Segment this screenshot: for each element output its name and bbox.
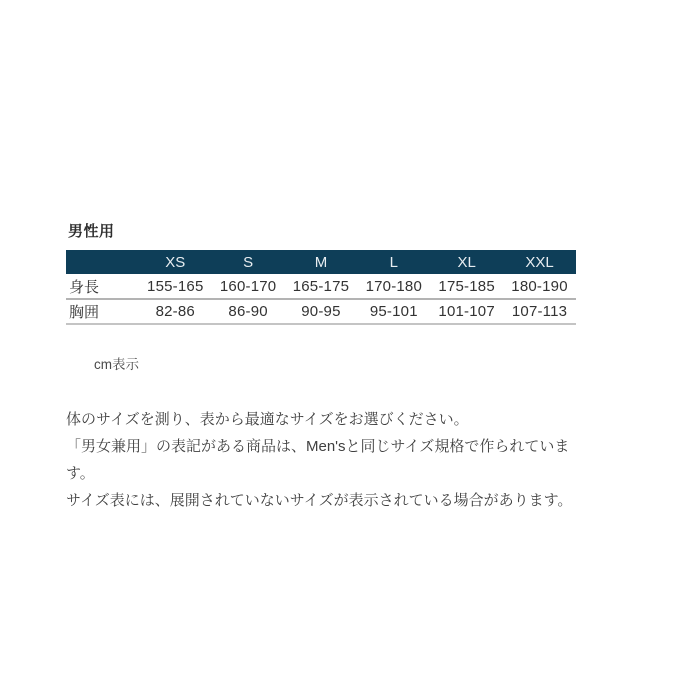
size-table-header [66,250,576,274]
size-notes [66,406,576,514]
column-header-l: L [357,250,430,274]
size-cell: 170-180 [365,277,423,295]
note-line-1: 体のサイズを測り、表から最適なサイズをお選びください。 [66,411,469,428]
table-row-height [66,274,576,299]
column-header-xxl: XXL [503,250,576,274]
size-cell: 175-185 [438,277,495,295]
section-title: 男性用 [68,223,115,240]
note-line-3: サイズ表には、展開されていないサイズが表示されている場合があります。 [66,492,573,509]
row-label-height: 身長 [69,278,100,296]
size-cell: 165-175 [292,277,350,295]
size-chart-section [66,220,576,514]
size-table-corner-cell [66,250,139,274]
size-cell: 95-101 [369,303,418,320]
size-cell: 86-90 [228,303,268,320]
size-cell: 180-190 [511,277,568,295]
size-cell: 107-113 [511,303,568,320]
column-header-m: M [285,250,358,274]
mens-size-table [66,250,576,325]
size-cell: 155-165 [147,277,204,295]
table-row-chest [66,299,576,324]
size-cell: 160-170 [219,277,277,295]
row-label-chest: 胸囲 [69,304,100,321]
size-cell: 90-95 [301,303,341,320]
size-cell: 82-86 [155,303,195,320]
column-header-xl: XL [430,250,503,274]
column-header-s: S [212,250,285,274]
size-cell: 101-107 [438,303,495,320]
unit-note: cm表示 [94,357,139,372]
column-header-xs: XS [139,250,212,274]
note-line-2: 「男女兼用」の表記がある商品は、Men'sと同じサイズ規格で作られています。 [66,438,570,482]
